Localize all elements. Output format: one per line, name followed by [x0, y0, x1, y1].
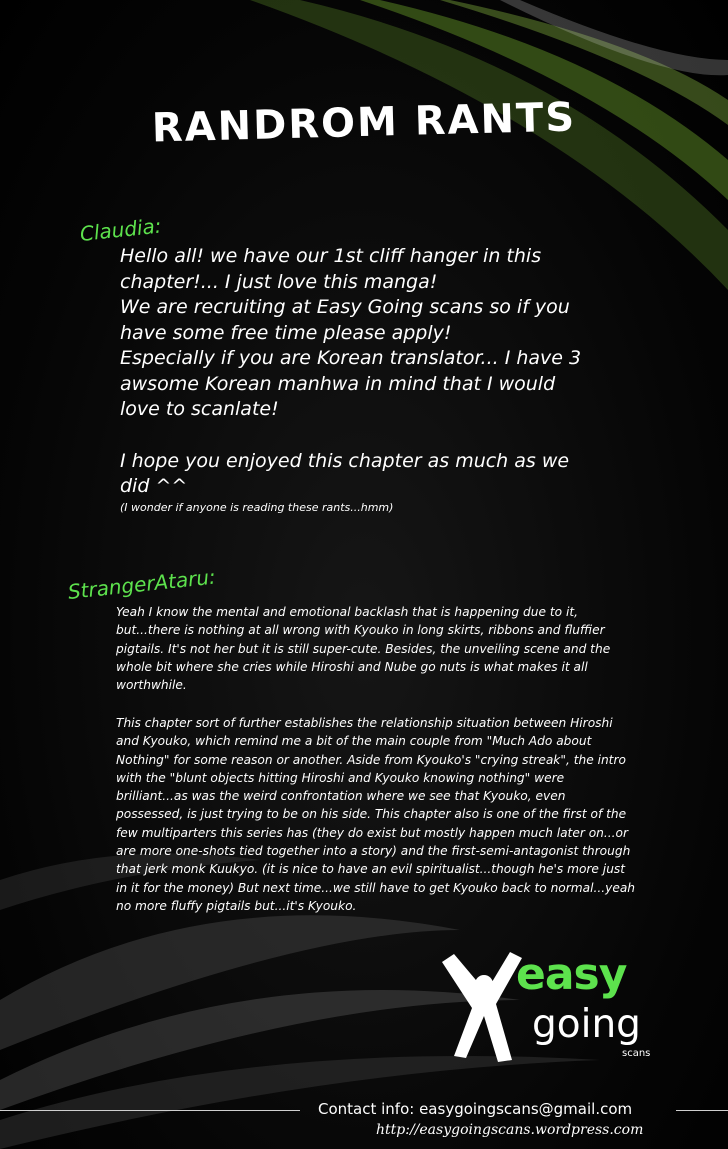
claudia-line: love to scanlate! [120, 398, 279, 420]
spacer [120, 423, 610, 449]
claudia-rant [120, 244, 610, 515]
claudia-line: chapter!... I just love this manga! [120, 270, 438, 293]
claudia-line: awsome Korean manhwa in mind that I would [120, 372, 556, 395]
logo-word-going: going [532, 1002, 641, 1047]
claudia-aside: (I wonder if anyone is reading these rants...hmm) [120, 500, 394, 514]
claudia-line: Especially if you are Korean translator... I have 3 [120, 347, 582, 369]
logo-word-scans: scans [622, 1048, 651, 1059]
logo-word-easy: easy [516, 949, 627, 1000]
website-url: http://easygoingscans.wordpress.com [376, 1122, 644, 1138]
claudia-closing-line: I hope you enjoyed this chapter as much as we [120, 449, 570, 472]
footer-divider-right [676, 1110, 728, 1111]
strangerataru-paragraph-1: Yeah I know the mental and emotional backlash that is happening due to it, but...there is nothing at all wrong with Kyouko in long skirts, ribbons and fluffier pigtails. It's not her but it is still super-cute. Besides, the unveiling scene and the whole bit where she cries while Hiroshi and Nube go nuts is what makes it all worthwhile. [116, 605, 611, 693]
author-name-claudia: Claudia: [78, 213, 163, 246]
page-title: RANDROM RANTS [151, 94, 577, 152]
claudia-line: Hello all! we have our 1st cliff hanger in this [120, 245, 542, 267]
author-name-strangerataru: StrangerAtaru: [66, 564, 217, 604]
contact-info: Contact info: easygoingscans@gmail.com [318, 1100, 633, 1118]
strangerataru-paragraph-2: This chapter sort of further establishes the relationship situation between Hiroshi and Kyouko, which remind me a bit of the main couple from "Much Ado about Nothing" for some reason or another. Aside from Kyouko's "crying streak", the intro with the "blunt objects hitting Hiroshi and Kyouko knowing nothing" were brilliant...as was the weird confrontation where we see that Kyouko, even possessed, is just trying to be on his side. This chapter also is one of the first of the few multiparters this series has (they do exist but mostly happen much later on...or are more one-shots tied together into a story) and the first-semi-antagonist through that jerk monk Kuukyo. (it is nice to have an evil spiritualist...though he's more just in it for the money) But next time...we still have to get Kyouko back to normal...yeah no more fluffy pigtails but...it's Kyouko. [116, 716, 636, 913]
claudia-line: We are recruiting at Easy Going scans so if you [120, 296, 570, 318]
footer-divider-left [0, 1110, 300, 1111]
easy-going-scans-logo [432, 944, 662, 1074]
claudia-line: have some free time please apply! [120, 321, 452, 344]
claudia-closing-line: did ^^ [120, 475, 188, 497]
